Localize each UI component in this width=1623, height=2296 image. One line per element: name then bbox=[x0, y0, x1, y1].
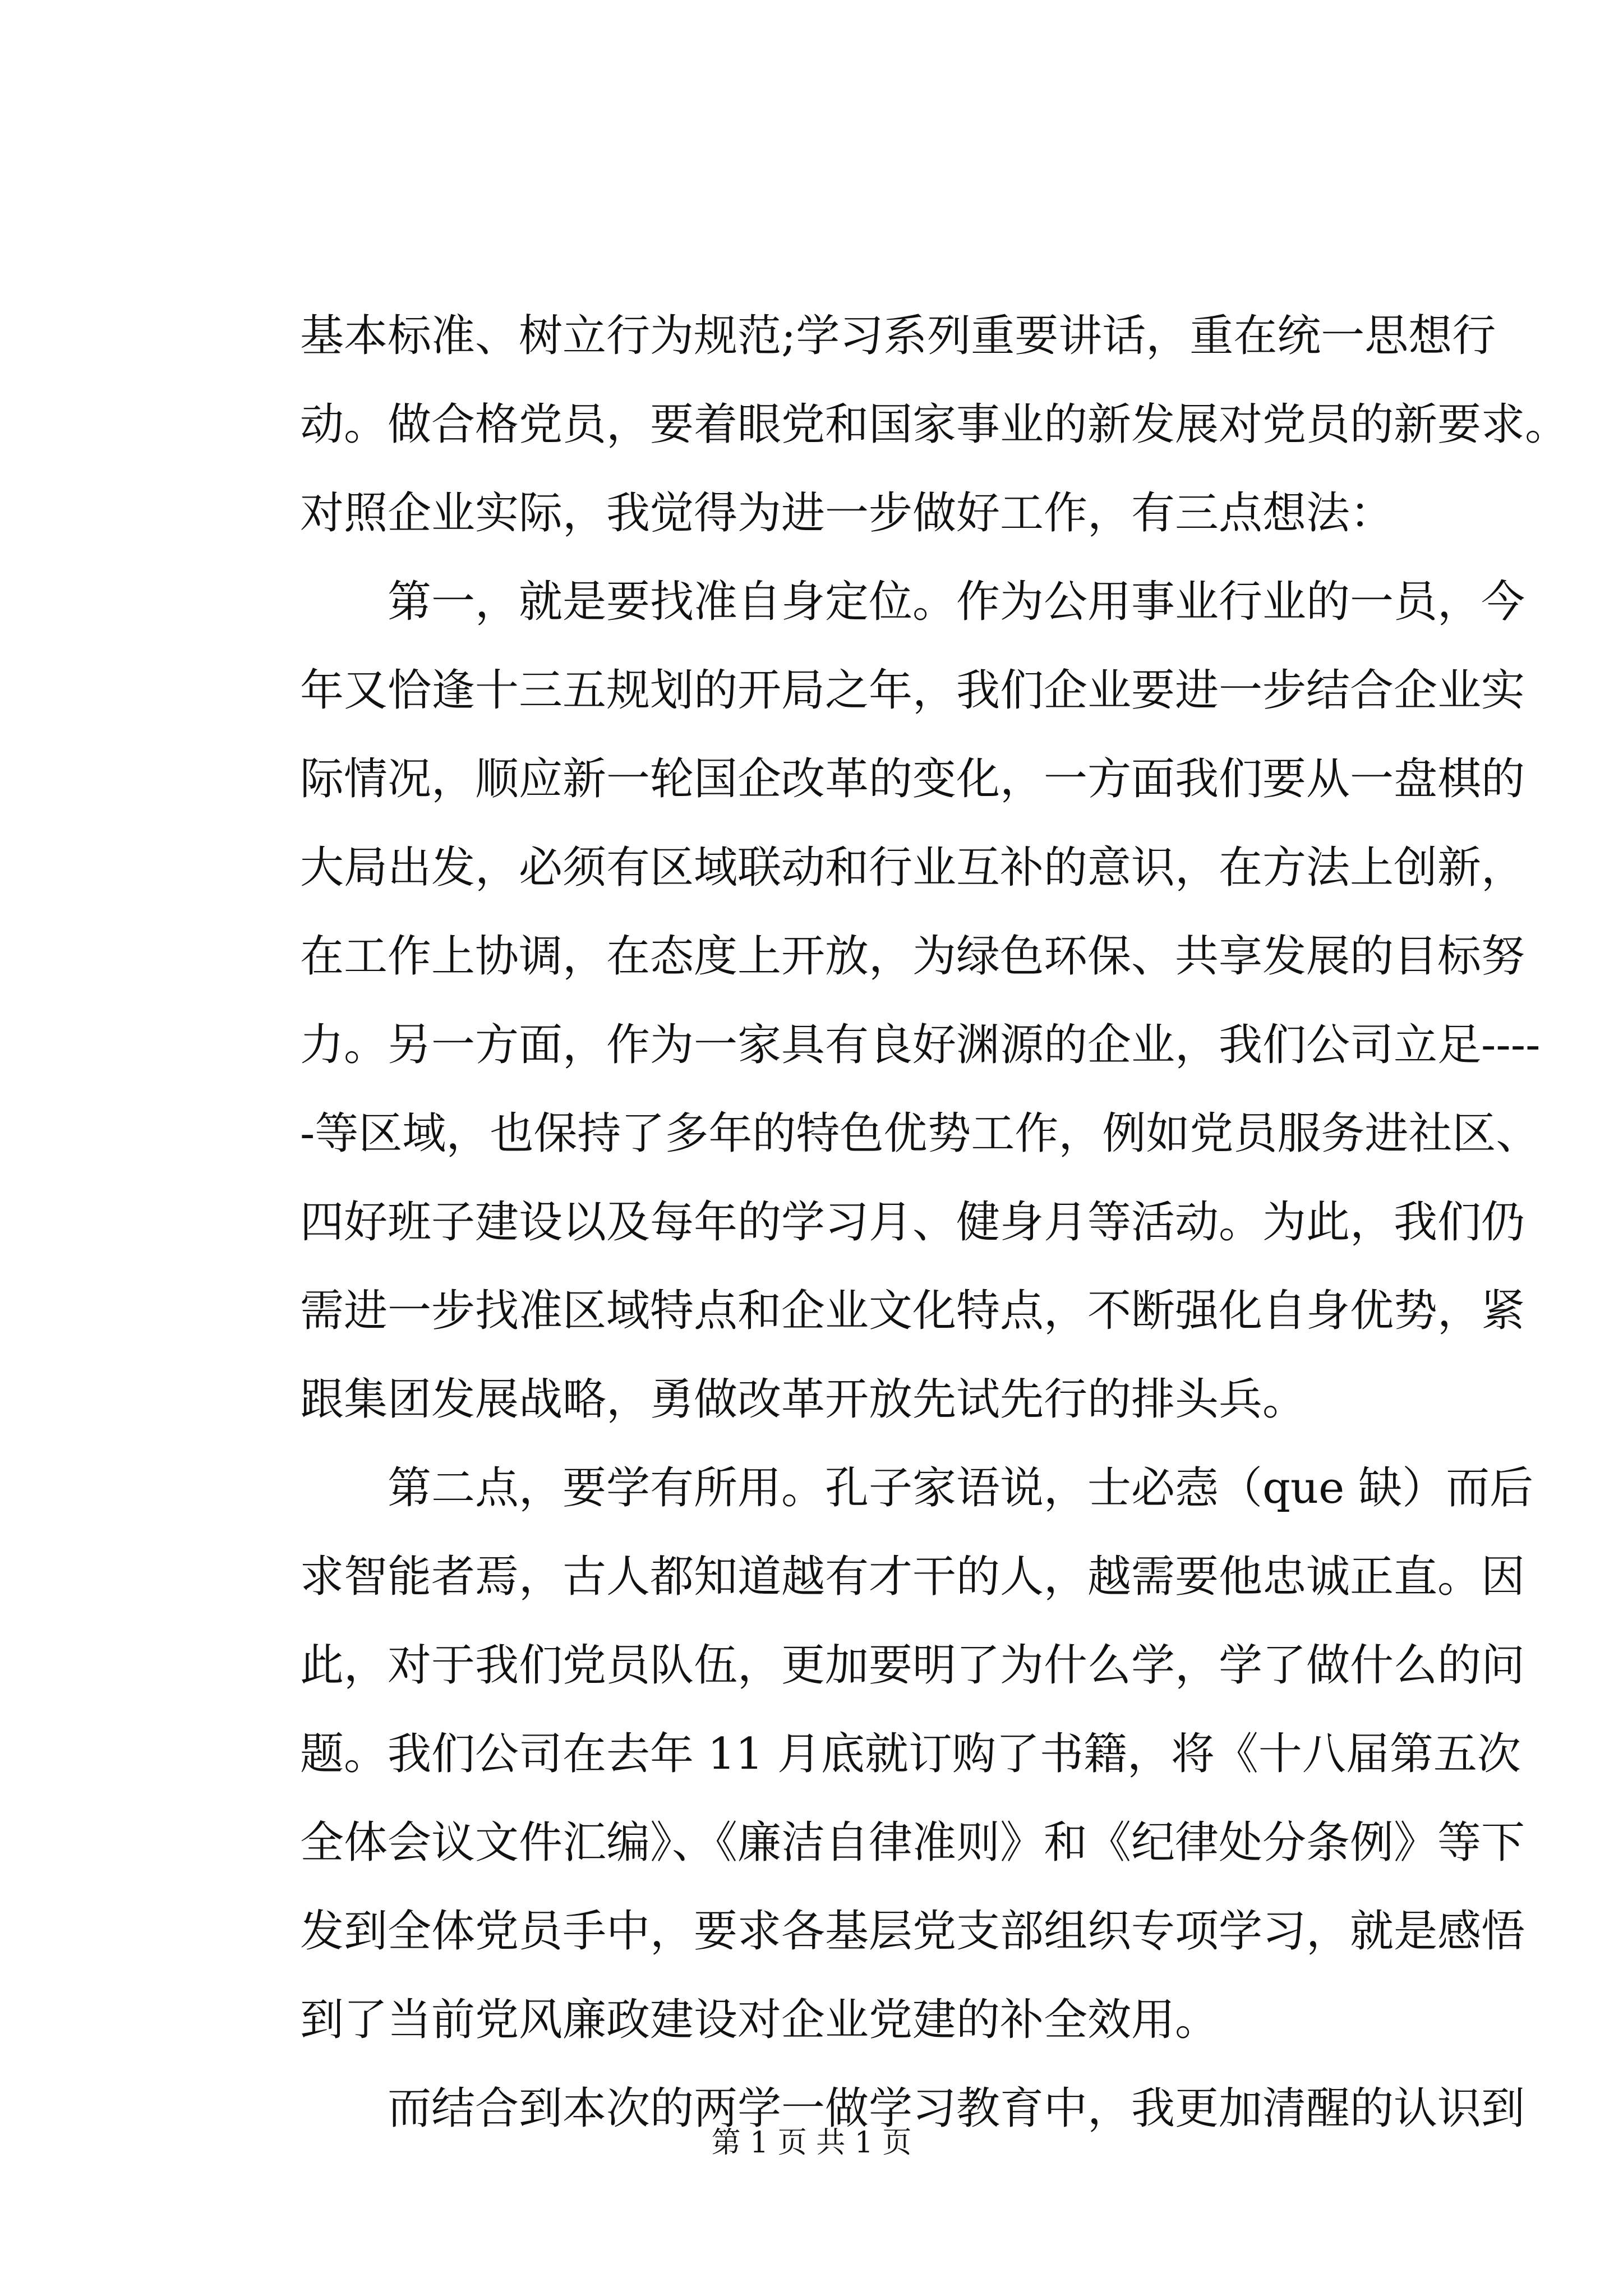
text-line: 年又恰逢十三五规划的开局之年，我们企业要进一步结合企业实 bbox=[300, 665, 1525, 716]
text-line: 而结合到本次的两学一做学习教育中，我更加清醒的认识到 bbox=[388, 2083, 1525, 2134]
text-line: 此，对于我们党员队伍，更加要明了为什么学，学了做什么的问 bbox=[300, 1640, 1525, 1691]
text-line: 在工作上协调，在态度上开放，为绿色环保、共享发展的目标努 bbox=[300, 931, 1525, 982]
text-line: 动。做合格党员，要着眼党和国家事业的新发展对党员的新要求。 bbox=[300, 399, 1569, 450]
text-line: 跟集团发展战略，勇做改革开放先试先行的排头兵。 bbox=[300, 1374, 1307, 1425]
text-line: 第一，就是要找准自身定位。作为公用事业行业的一员，今 bbox=[388, 577, 1525, 627]
text-line: 力。另一方面，作为一家具有良好渊源的企业，我们公司立足---- bbox=[300, 1020, 1541, 1070]
text-line: 求智能者焉，古人都知道越有才干的人，越需要他忠诚正直。因 bbox=[300, 1552, 1525, 1602]
text-line: 第二点，要学有所用。孔子家语说，士必悫（que 缺）而后 bbox=[388, 1463, 1534, 1513]
document-body bbox=[300, 292, 1569, 2153]
text-line: 需进一步找准区域特点和企业文化特点，不断强化自身优势，紧 bbox=[300, 1286, 1525, 1336]
text-line: 大局出发，必须有区域联动和行业互补的意识，在方法上创新， bbox=[300, 843, 1525, 893]
text-line: -等区域，也保持了多年的特色优势工作，例如党员服务进社区、 bbox=[300, 1108, 1540, 1159]
text-line: 发到全体党员手中，要求各基层党支部组织专项学习，就是感悟 bbox=[300, 1906, 1525, 1957]
text-line: 题。我们公司在去年 11 月底就订购了书籍，将《十八届第五次 bbox=[300, 1729, 1521, 1779]
text-line: 全体会议文件汇编》、《廉洁自律准则》和《纪律处分条例》等下 bbox=[300, 1818, 1525, 1868]
text-line: 四好班子建设以及每年的学习月、健身月等活动。为此，我们仍 bbox=[300, 1197, 1525, 1248]
text-line: 基本标准、树立行为规范;学习系列重要讲话，重在统一思想行 bbox=[300, 311, 1496, 361]
text-line: 到了当前党风廉政建设对企业党建的补全效用。 bbox=[300, 1995, 1219, 2045]
text-line: 对照企业实际，我觉得为进一步做好工作，有三点想法： bbox=[300, 488, 1394, 539]
page-footer: 第 1 页 共 1 页 bbox=[711, 2126, 912, 2160]
text-line: 际情况，顺应新一轮国企改革的变化，一方面我们要从一盘棋的 bbox=[300, 754, 1525, 804]
